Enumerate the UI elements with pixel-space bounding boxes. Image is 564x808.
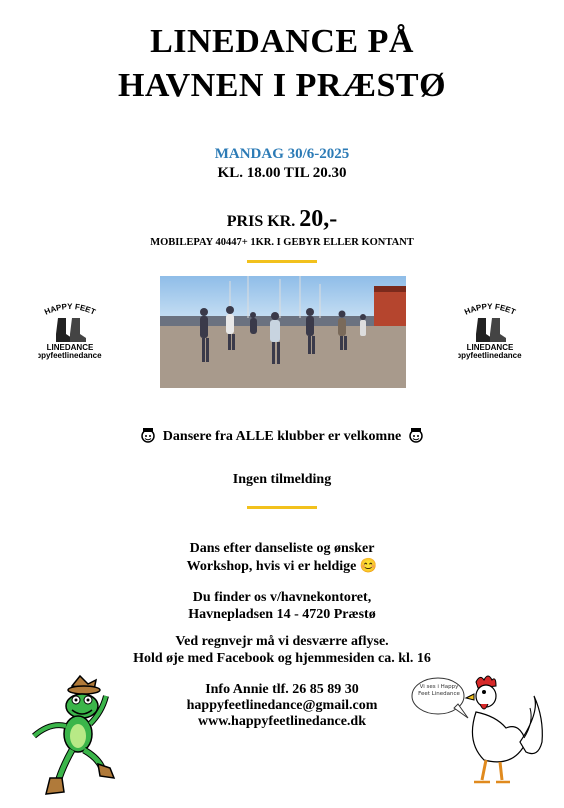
event-price [0, 206, 564, 233]
event-date: MANDAG 30/6-2025 [214, 146, 350, 162]
logo-name: HAPPY FEET [463, 301, 517, 317]
rooster-illustration [410, 672, 550, 788]
price-label: PRIS KR. [226, 213, 296, 230]
contact-web[interactable]: www.happyfeetlinedance.dk [197, 714, 367, 729]
price-value: 20,- [299, 206, 338, 232]
info-line2: Workshop, hvis vi er heldige 😊 [186, 559, 378, 574]
info-line5: Ved regnvejr må vi desværre aflyse. [175, 634, 389, 649]
cowboy-face-icon [140, 427, 156, 443]
svg-text:HAPPY FEET [43, 302, 97, 317]
svg-text:HAPPY FEET [463, 302, 517, 317]
welcome-text: Dansere fra ALLE klubber er velkomne [162, 429, 402, 444]
event-time: KL. 18.00 TIL 20.30 [217, 165, 347, 181]
registration-note: Ingen tilmelding [232, 472, 332, 487]
logo-name: HAPPY FEET [43, 301, 97, 317]
info-line6: Hold øje med Facebook og hjemmesiden ca. kl. 16 [133, 651, 431, 666]
logo-url: ppyfeetlinedance [38, 351, 102, 360]
rooster-speech: Vi ses i Happy Feet Linedance [418, 684, 460, 697]
cowboy-face-icon [408, 427, 424, 443]
logo-url: ppyfeetlinedance [458, 351, 522, 360]
page-title-line2: HAVNEN I PRÆSTØ [117, 67, 447, 104]
happy-feet-logo-left [38, 298, 102, 362]
contact-email[interactable]: happyfeetlinedance@gmail.com [186, 698, 378, 713]
info-line1: Dans efter danseliste og ønsker [189, 541, 375, 556]
logo-sub: LINEDANCE [466, 343, 514, 352]
divider-2 [247, 506, 317, 509]
logo-sub: LINEDANCE [46, 343, 94, 352]
happy-feet-logo-right [458, 298, 522, 362]
info-line4: Havnepladsen 14 - 4720 Præstø [188, 607, 376, 622]
dancers-photo [160, 276, 406, 388]
contact-phone: Info Annie tlf. 26 85 89 30 [205, 682, 359, 697]
payment-info: MOBILEPAY 40447+ 1KR. I GEBYR ELLER KONTANT [150, 237, 414, 248]
divider-1 [247, 260, 317, 263]
welcome-line [0, 427, 564, 446]
dancing-frog-illustration [22, 672, 132, 798]
info-line3: Du finder os v/havnekontoret, [192, 590, 372, 605]
page-title-line1: LINEDANCE PÅ [150, 23, 414, 60]
